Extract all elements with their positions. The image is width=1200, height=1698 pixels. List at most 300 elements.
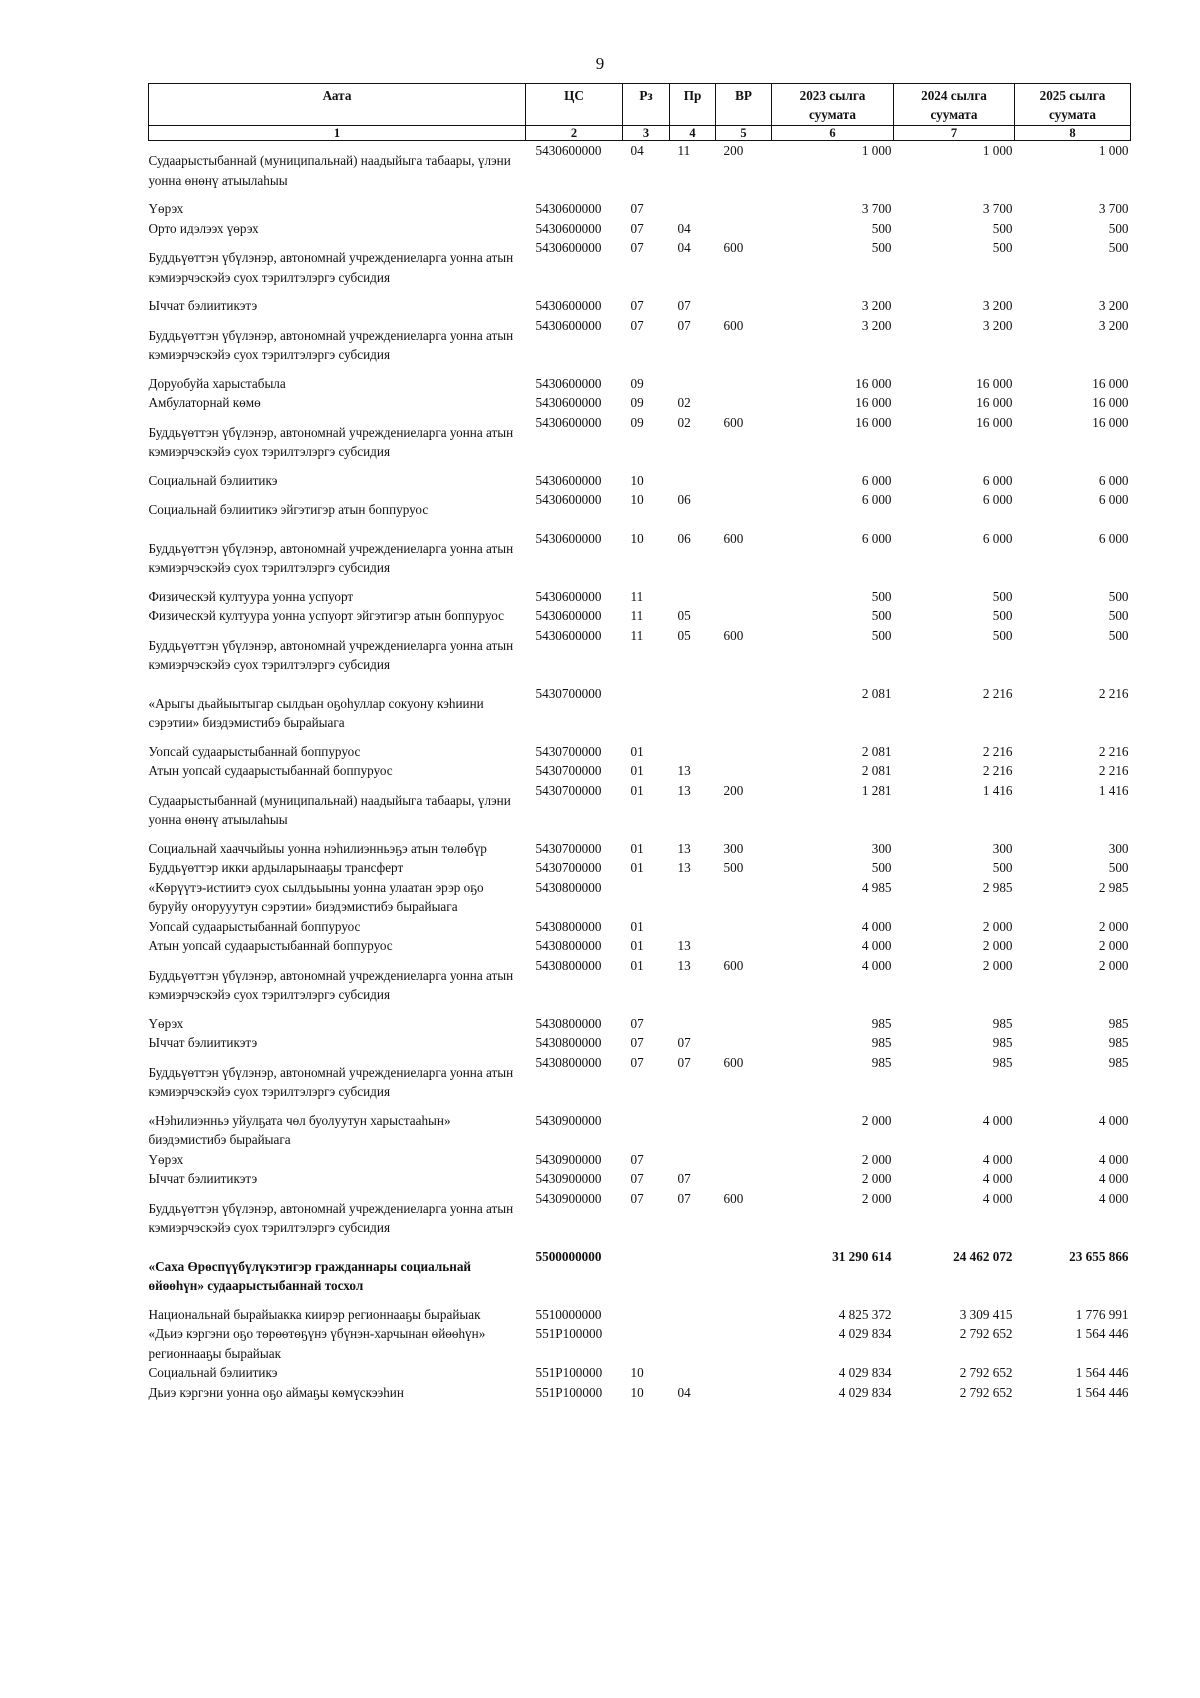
- column-header-cs: ЦС: [526, 84, 623, 126]
- row-rz-code: 07: [630, 240, 644, 255]
- row-cs-code: 5430800000: [535, 957, 602, 973]
- row-amount-2025: 4 000: [1098, 1190, 1129, 1206]
- row-amount-2024: 500: [992, 240, 1013, 255]
- row-amount-2025: 1 416: [1098, 782, 1129, 798]
- row-vr-code: [716, 1033, 772, 1053]
- row-vr-code: [716, 393, 772, 413]
- table-row: [149, 1305, 1131, 1325]
- column-number: 2: [526, 126, 623, 141]
- row-vr-code: [716, 1111, 772, 1150]
- row-amount-2025: 4 000: [1098, 1171, 1129, 1186]
- row-amount-2024: 1 416: [982, 782, 1013, 798]
- row-vr-code: 600: [723, 957, 744, 973]
- row-rz-code: 01: [630, 860, 644, 875]
- row-pr-code: 07: [677, 317, 691, 333]
- row-cs-code: 5430800000: [535, 918, 602, 934]
- row-cs-code: 5430600000: [535, 530, 602, 546]
- row-amount-2025: 1 776 991: [1075, 1306, 1129, 1322]
- row-name: Дьиэ кэргэни уонна оҕо аймаҕы көмүскээһин: [148, 1384, 404, 1400]
- table-row: [149, 1247, 1131, 1305]
- row-name: Үөрэх: [148, 1015, 184, 1031]
- row-vr-code: [716, 1150, 772, 1170]
- row-vr-code: 300: [723, 840, 744, 856]
- row-amount-2025: 3 200: [1098, 317, 1129, 333]
- row-amount-2024: 985: [992, 1035, 1013, 1050]
- row-amount-2025: 500: [1108, 220, 1129, 236]
- row-amount-2024: 6 000: [982, 530, 1013, 546]
- row-rz-code: 10: [630, 492, 644, 507]
- row-cs-code: 5430800000: [535, 1015, 602, 1031]
- row-pr-code: [670, 684, 716, 742]
- row-amount-2023: 4 029 834: [838, 1326, 892, 1341]
- row-amount-2025: 2 216: [1098, 743, 1129, 759]
- row-amount-2024: 2 792 652: [959, 1326, 1013, 1341]
- table-header: [149, 84, 1131, 141]
- row-name: Ыччат бэлиитикэтэ: [148, 298, 258, 313]
- row-vr-code: 500: [723, 860, 744, 875]
- table-row: [149, 742, 1131, 762]
- column-number: 8: [1015, 126, 1131, 141]
- row-vr-code: 600: [723, 627, 744, 643]
- row-pr-code: [670, 1247, 716, 1305]
- row-pr-code: 07: [677, 1190, 691, 1206]
- row-amount-2024: 3 200: [982, 317, 1013, 333]
- row-amount-2024: 2 792 652: [959, 1365, 1013, 1380]
- row-vr-code: [716, 606, 772, 626]
- row-cs-code: 5430800000: [535, 1035, 602, 1050]
- row-cs-code: 5430700000: [535, 860, 602, 875]
- row-amount-2025: 4 000: [1098, 1151, 1129, 1167]
- table-row: [149, 1014, 1131, 1034]
- row-amount-2025: 4 000: [1098, 1112, 1129, 1128]
- row-cs-code: 5430800000: [535, 879, 602, 895]
- row-vr-code: 600: [723, 1054, 744, 1070]
- row-amount-2023: 500: [871, 220, 892, 236]
- row-cs-code: 5430700000: [535, 840, 602, 856]
- row-cs-code: 5430600000: [535, 414, 602, 430]
- row-name: Амбулаторнай көмө: [148, 395, 261, 410]
- table-row: [149, 1324, 1131, 1363]
- row-cs-code: 5430900000: [535, 1190, 602, 1206]
- row-amount-2023: 985: [871, 1035, 892, 1050]
- table-row: [149, 1169, 1131, 1189]
- row-cs-code: 551P100000: [535, 1365, 603, 1380]
- row-name: Физическэй култуура уонна успуорт эйгэтигэр атын боппуруос: [148, 608, 504, 623]
- row-amount-2024: 4 000: [982, 1190, 1013, 1206]
- row-rz-code: [623, 684, 670, 742]
- table-row: [149, 878, 1131, 917]
- row-name: Судаарыстыбаннай (муниципальнай) наадыйыга табаары, үлэни уонна өнөнү атыылаһыы: [148, 153, 511, 188]
- row-amount-2023: 4 825 372: [838, 1306, 892, 1322]
- row-vr-code: 600: [723, 1190, 744, 1206]
- column-header-pr: Пр: [670, 84, 716, 126]
- row-vr-code: [716, 587, 772, 607]
- column-header-vr: ВР: [716, 84, 772, 126]
- row-name: Социальнай бэлиитикэ эйгэтигэр атын боппуруос: [148, 502, 429, 517]
- table-row: [149, 1033, 1131, 1053]
- row-cs-code: 5430700000: [535, 763, 602, 778]
- row-name: Буддьүөттэн үбүлэнэр, автономнай учреждениеларга уонна атын кэмиэрчэскэйэ суох тэрилтэлэргэ субсидия: [148, 967, 514, 1002]
- row-cs-code: 5430600000: [535, 240, 602, 255]
- row-amount-2024: 500: [992, 220, 1013, 236]
- row-rz-code: 07: [630, 298, 644, 313]
- row-rz-code: 09: [630, 395, 644, 410]
- row-pr-code: [670, 1014, 716, 1034]
- row-amount-2025: 500: [1108, 588, 1129, 604]
- row-amount-2024: 6 000: [982, 492, 1013, 507]
- row-pr-code: 06: [677, 492, 691, 507]
- row-name: Буддьүөттэн үбүлэнэр, автономнай учреждениеларга уонна атын кэмиэрчэскэйэ суох тэрилтэлэргэ субсидия: [148, 250, 514, 285]
- table-row: [149, 781, 1131, 839]
- row-amount-2025: 985: [1108, 1035, 1129, 1050]
- row-amount-2023: 985: [871, 1054, 892, 1070]
- table-row: [149, 626, 1131, 684]
- row-cs-code: 5500000000: [535, 1248, 602, 1264]
- row-rz-code: 10: [630, 472, 644, 488]
- row-amount-2025: 985: [1108, 1054, 1129, 1070]
- row-amount-2023: 6 000: [861, 472, 892, 488]
- row-amount-2025: 2 985: [1098, 879, 1129, 895]
- row-rz-code: 01: [630, 918, 644, 934]
- row-amount-2023: 500: [871, 627, 892, 643]
- row-pr-code: [670, 587, 716, 607]
- table-row: [149, 529, 1131, 587]
- row-pr-code: 13: [677, 938, 691, 953]
- table-row: [149, 1111, 1131, 1150]
- row-pr-code: 05: [677, 608, 691, 623]
- row-name: Физическэй култуура уонна успуорт: [148, 588, 354, 604]
- row-pr-code: 07: [677, 1035, 691, 1050]
- row-cs-code: 5430600000: [535, 375, 602, 391]
- row-cs-code: 5430600000: [535, 588, 602, 604]
- row-amount-2023: 300: [871, 840, 892, 856]
- row-vr-code: [716, 1014, 772, 1034]
- row-amount-2023: 500: [871, 240, 892, 255]
- table-row: [149, 917, 1131, 937]
- row-amount-2024: 3 200: [982, 298, 1013, 313]
- row-cs-code: 5430600000: [535, 492, 602, 507]
- row-rz-code: 10: [630, 530, 644, 546]
- row-rz-code: 01: [630, 957, 644, 973]
- row-amount-2024: 6 000: [982, 472, 1013, 488]
- row-name: Доруобуйа харыстабыла: [148, 375, 286, 391]
- table-row: [149, 936, 1131, 956]
- table-row: [149, 606, 1131, 626]
- row-cs-code: 5430600000: [535, 472, 602, 488]
- table-row: [149, 839, 1131, 859]
- row-amount-2023: 2 081: [861, 763, 892, 778]
- row-amount-2023: 4 985: [861, 879, 892, 895]
- row-rz-code: 01: [630, 763, 644, 778]
- row-rz-code: 07: [630, 1054, 644, 1070]
- row-amount-2024: 2 985: [982, 879, 1013, 895]
- row-amount-2025: 6 000: [1098, 472, 1129, 488]
- row-cs-code: 5430600000: [535, 201, 602, 216]
- column-header-rz: Рз: [623, 84, 670, 126]
- column-number: 6: [772, 126, 894, 141]
- row-amount-2024: 3 309 415: [959, 1306, 1013, 1322]
- row-rz-code: 07: [630, 1151, 644, 1167]
- table-row: [149, 761, 1131, 781]
- table-row: [149, 393, 1131, 413]
- row-rz-code: 11: [630, 627, 644, 643]
- table-row: [149, 1383, 1131, 1403]
- row-amount-2025: 2 216: [1098, 763, 1129, 778]
- row-vr-code: [716, 1305, 772, 1325]
- row-rz-code: [623, 1247, 670, 1305]
- table-row: [149, 684, 1131, 742]
- row-pr-code: [670, 1111, 716, 1150]
- column-header-2024: 2024 сылга суумата: [894, 84, 1015, 126]
- table-row: [149, 956, 1131, 1014]
- row-amount-2025: 1 000: [1098, 143, 1129, 158]
- row-vr-code: [716, 296, 772, 316]
- row-cs-code: 5430600000: [535, 143, 602, 158]
- table-row: [149, 141, 1131, 200]
- row-amount-2023: 500: [871, 860, 892, 875]
- row-name: Буддьүөттэн үбүлэнэр, автономнай учреждениеларга уонна атын кэмиэрчэскэйэ суох тэрилтэлэргэ субсидия: [148, 637, 514, 672]
- row-rz-code: 07: [630, 1190, 644, 1206]
- table-row: [149, 471, 1131, 491]
- table-row: [149, 296, 1131, 316]
- row-amount-2025: 300: [1108, 840, 1129, 856]
- row-cs-code: 5430900000: [535, 1171, 602, 1186]
- table-row: [149, 413, 1131, 471]
- row-amount-2025: 1 564 446: [1075, 1365, 1129, 1380]
- table-body: [149, 141, 1131, 1403]
- row-amount-2024: 500: [992, 608, 1013, 623]
- row-name: Атын уопсай судаарыстыбаннай боппуруос: [148, 938, 393, 953]
- row-cs-code: 5430700000: [535, 782, 602, 798]
- row-rz-code: 07: [630, 1035, 644, 1050]
- column-number: 4: [670, 126, 716, 141]
- row-amount-2024: 985: [992, 1054, 1013, 1070]
- row-amount-2024: 2 792 652: [959, 1384, 1013, 1400]
- row-name: Судаарыстыбаннай (муниципальнай) наадыйыга табаары, үлэни уонна өнөнү атыылаһыы: [148, 792, 511, 827]
- row-pr-code: [670, 1324, 716, 1363]
- row-amount-2025: 3 700: [1098, 201, 1129, 216]
- row-name: «Арыгы дьайыытыгар сылдьан оҕоһуллар сокуону кэһиини сэрэтии» биэдэмистибэ бырайыага: [148, 695, 484, 730]
- row-name: Атын уопсай судаарыстыбаннай боппуруос: [148, 763, 393, 778]
- row-amount-2024: 2 000: [982, 918, 1013, 934]
- row-name: Буддьүөттэн үбүлэнэр, автономнай учреждениеларга уонна атын кэмиэрчэскэйэ суох тэрилтэлэргэ субсидия: [148, 1200, 514, 1235]
- row-pr-code: 02: [677, 414, 691, 430]
- row-amount-2025: 500: [1108, 860, 1129, 875]
- row-rz-code: [623, 878, 670, 917]
- row-amount-2024: 500: [992, 860, 1013, 875]
- row-name: «Нэһилиэнньэ уйулҕата чөл буолуутун харыстааһын» биэдэмистибэ бырайыага: [148, 1112, 451, 1147]
- row-pr-code: [670, 1363, 716, 1383]
- row-pr-code: 04: [677, 220, 691, 236]
- row-cs-code: 5430600000: [535, 395, 602, 410]
- row-cs-code: 5510000000: [535, 1306, 602, 1322]
- row-amount-2023: 16 000: [855, 414, 892, 430]
- row-rz-code: 04: [630, 143, 644, 158]
- row-name: Үөрэх: [148, 1151, 184, 1167]
- row-amount-2023: 2 000: [861, 1171, 892, 1186]
- table-row: [149, 374, 1131, 394]
- row-amount-2025: 1 564 446: [1075, 1326, 1129, 1341]
- row-vr-code: [716, 761, 772, 781]
- column-header-name: Аата: [149, 84, 526, 126]
- row-cs-code: 5430800000: [535, 938, 602, 953]
- table-row: [149, 1150, 1131, 1170]
- row-name: Ыччат бэлиитикэтэ: [148, 1035, 258, 1050]
- row-rz-code: 07: [630, 201, 644, 216]
- row-rz-code: 11: [630, 608, 644, 623]
- row-pr-code: [670, 374, 716, 394]
- row-amount-2024: 2 216: [982, 743, 1013, 759]
- row-amount-2023: 6 000: [861, 530, 892, 546]
- row-vr-code: 200: [723, 143, 744, 158]
- row-amount-2024: 500: [992, 627, 1013, 643]
- table-row: [149, 1189, 1131, 1247]
- row-amount-2025: 6 000: [1098, 492, 1129, 507]
- table-row: [149, 1053, 1131, 1111]
- row-amount-2025: 2 000: [1098, 938, 1129, 953]
- row-amount-2023: 2 000: [861, 1190, 892, 1206]
- row-amount-2025: 3 200: [1098, 298, 1129, 313]
- row-amount-2023: 31 290 614: [832, 1248, 892, 1264]
- column-number: 5: [716, 126, 772, 141]
- row-amount-2024: 2 216: [982, 685, 1013, 701]
- budget-table: [148, 83, 1131, 1402]
- row-amount-2023: 4 000: [861, 957, 892, 973]
- row-name: Буддьүөттэн үбүлэнэр, автономнай учреждениеларга уонна атын кэмиэрчэскэйэ суох тэрилтэлэргэ субсидия: [148, 327, 514, 362]
- row-cs-code: 5430700000: [535, 743, 602, 759]
- row-vr-code: [716, 684, 772, 742]
- row-amount-2023: 6 000: [861, 492, 892, 507]
- row-vr-code: [716, 471, 772, 491]
- row-amount-2025: 23 655 866: [1069, 1248, 1129, 1264]
- row-name: «Саха Өрөспүүбүлүкэтигэр гражданнары социальнай өйөөһүн» судаарыстыбаннай тосхол: [148, 1258, 472, 1293]
- row-rz-code: 01: [630, 782, 644, 798]
- row-name: «Көрүүтэ-истиитэ суох сылдьыыны уонна улаатан эрэр оҕо буруйу оҥорууутун сэрэтии» биэдэмистибэ бырайыага: [148, 879, 484, 914]
- row-amount-2023: 4 000: [861, 938, 892, 953]
- row-amount-2023: 2 000: [861, 1112, 892, 1128]
- row-pr-code: 11: [677, 143, 691, 158]
- row-amount-2023: 3 700: [861, 201, 892, 216]
- row-amount-2024: 1 000: [982, 143, 1013, 158]
- row-amount-2024: 16 000: [976, 414, 1013, 430]
- row-vr-code: [716, 490, 772, 529]
- row-pr-code: [670, 1150, 716, 1170]
- row-name: Буддьүөттэр икки ардыларынааҕы трансферт: [148, 860, 404, 875]
- row-pr-code: 04: [677, 240, 691, 255]
- row-amount-2024: 2 216: [982, 763, 1013, 778]
- column-number: 1: [149, 126, 526, 141]
- row-pr-code: 05: [677, 627, 691, 643]
- row-amount-2025: 16 000: [1092, 395, 1129, 410]
- row-amount-2024: 2 000: [982, 938, 1013, 953]
- row-rz-code: [623, 1111, 670, 1150]
- row-rz-code: 10: [630, 1365, 644, 1380]
- row-amount-2024: 2 000: [982, 957, 1013, 973]
- row-pr-code: [670, 742, 716, 762]
- row-rz-code: [623, 1324, 670, 1363]
- row-vr-code: [716, 1363, 772, 1383]
- row-vr-code: 200: [723, 782, 744, 798]
- row-pr-code: 06: [677, 530, 691, 546]
- row-amount-2023: 1 000: [861, 143, 892, 158]
- column-number: 7: [894, 126, 1015, 141]
- row-pr-code: 02: [677, 395, 691, 410]
- row-amount-2024: 300: [992, 840, 1013, 856]
- row-vr-code: [716, 936, 772, 956]
- row-pr-code: [670, 917, 716, 937]
- row-cs-code: 5430900000: [535, 1151, 602, 1167]
- row-vr-code: [716, 1324, 772, 1363]
- row-vr-code: 600: [723, 530, 744, 546]
- row-amount-2023: 2 081: [861, 743, 892, 759]
- row-pr-code: 07: [677, 298, 691, 313]
- row-rz-code: 09: [630, 375, 644, 391]
- row-name: Үөрэх: [148, 201, 184, 216]
- row-rz-code: 01: [630, 840, 644, 856]
- column-header-2025: 2025 сылга суумата: [1015, 84, 1131, 126]
- row-rz-code: [623, 1305, 670, 1325]
- row-name: Уопсай судаарыстыбаннай боппуруос: [148, 918, 361, 934]
- row-vr-code: [716, 1383, 772, 1403]
- row-amount-2023: 2 081: [861, 685, 892, 701]
- row-name: Буддьүөттэн үбүлэнэр, автономнай учреждениеларга уонна атын кэмиэрчэскэйэ суох тэрилтэлэргэ субсидия: [148, 1064, 514, 1099]
- row-amount-2023: 3 200: [861, 317, 892, 333]
- row-amount-2025: 500: [1108, 240, 1129, 255]
- row-pr-code: 13: [677, 860, 691, 875]
- row-amount-2023: 1 281: [861, 782, 892, 798]
- row-amount-2024: 16 000: [976, 375, 1013, 391]
- row-amount-2024: 500: [992, 588, 1013, 604]
- row-amount-2025: 1 564 446: [1075, 1384, 1129, 1400]
- row-rz-code: 01: [630, 743, 644, 759]
- row-amount-2025: 6 000: [1098, 530, 1129, 546]
- row-amount-2024: 985: [992, 1015, 1013, 1031]
- row-pr-code: 07: [677, 1054, 691, 1070]
- row-rz-code: 07: [630, 1171, 644, 1186]
- row-pr-code: 13: [677, 782, 691, 798]
- row-vr-code: [716, 374, 772, 394]
- row-vr-code: [716, 878, 772, 917]
- row-cs-code: 551P100000: [535, 1326, 603, 1341]
- table-row: [149, 490, 1131, 529]
- row-pr-code: 13: [677, 957, 691, 973]
- row-rz-code: 01: [630, 938, 644, 953]
- row-name: «Дьиэ кэргэни оҕо төрөөтөҕүнэ үбүнэн-харчынан өйөөһүн» регионнааҕы бырайыак: [148, 1326, 486, 1361]
- row-rz-code: 09: [630, 414, 644, 430]
- row-cs-code: 5430900000: [535, 1112, 602, 1128]
- table-row: [149, 199, 1131, 219]
- row-pr-code: [670, 1305, 716, 1325]
- row-pr-code: [670, 471, 716, 491]
- row-amount-2023: 3 200: [861, 298, 892, 313]
- row-amount-2023: 16 000: [855, 375, 892, 391]
- row-cs-code: 551P100000: [535, 1384, 603, 1400]
- row-amount-2024: 4 000: [982, 1151, 1013, 1167]
- row-cs-code: 5430600000: [535, 317, 602, 333]
- row-amount-2023: 985: [871, 1015, 892, 1031]
- row-cs-code: 5430600000: [535, 608, 602, 623]
- row-vr-code: [716, 1247, 772, 1305]
- row-name: Социальнай бэлиитикэ: [148, 472, 278, 488]
- row-vr-code: 600: [723, 414, 744, 430]
- row-amount-2023: 16 000: [855, 395, 892, 410]
- page-number: 9: [595, 54, 605, 73]
- column-number: 3: [623, 126, 670, 141]
- row-name: Уопсай судаарыстыбаннай боппуруос: [148, 743, 361, 759]
- row-amount-2023: 500: [871, 588, 892, 604]
- column-header-2023: 2023 сылга суумата: [772, 84, 894, 126]
- row-amount-2023: 4 029 834: [838, 1365, 892, 1380]
